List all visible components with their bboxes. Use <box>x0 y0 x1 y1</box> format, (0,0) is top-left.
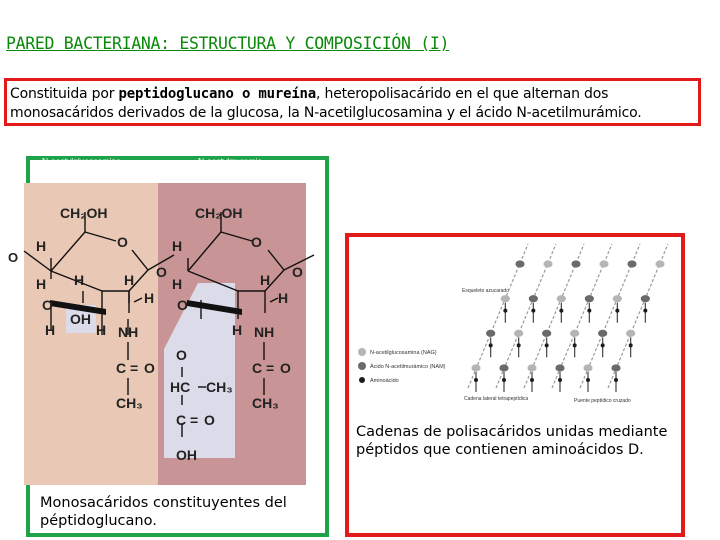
svg-text:O: O <box>117 234 128 250</box>
svg-text:H: H <box>144 290 155 306</box>
glycan-bead <box>571 260 580 267</box>
svg-text:O: O <box>176 347 187 363</box>
svg-text:C: C <box>176 412 187 428</box>
glycan-bead <box>529 295 538 302</box>
glycan-bead <box>555 364 564 371</box>
svg-text:=: = <box>130 360 139 376</box>
nam-label-abbr: acid (NAM) <box>206 166 249 176</box>
molecule-caption: Monosacáridos constituyentes del péptidoglucano. <box>40 495 287 529</box>
svg-text:O: O <box>292 264 303 280</box>
lattice-chains <box>468 244 668 392</box>
svg-text:Puente peptídico cruzado: Puente peptídico cruzado <box>574 398 631 404</box>
glycan-bead <box>515 260 524 267</box>
nam-label-name: N-acetylmuramic <box>198 156 262 166</box>
svg-text:O: O <box>156 264 167 280</box>
svg-text:.: . <box>70 276 74 288</box>
glycan-bead <box>655 260 664 267</box>
svg-text:C: C <box>116 360 127 376</box>
svg-text:NH: NH <box>118 324 139 340</box>
definition-suffix: , heteropolisacárido en el que alternan dos monosacáridos derivados de la glucosa, la N-acetilglucosamina y el ácido N-acetilmurámico. <box>10 86 642 121</box>
svg-text:CH₂OH: CH₂OH <box>195 205 243 221</box>
svg-text:OH: OH <box>70 311 91 327</box>
legend-nag-dot <box>358 348 366 356</box>
nag-label-abbr: (NAG) <box>68 166 93 176</box>
svg-text:OH: OH <box>176 447 197 463</box>
aminoacid-bead <box>489 343 493 347</box>
definition-term: peptidoglucano o mureína <box>118 86 317 102</box>
svg-text:CH₃: CH₃ <box>252 395 279 411</box>
svg-text:H: H <box>74 272 85 288</box>
glycan-bead <box>514 330 523 337</box>
aminoacid-bead <box>502 378 506 382</box>
aminoacid-bead <box>643 309 647 313</box>
aminoacid-bead <box>629 343 633 347</box>
glycan-bead <box>627 260 636 267</box>
aminoacid-bead <box>517 343 521 347</box>
glycan-bead <box>501 295 510 302</box>
svg-text:=: = <box>266 360 275 376</box>
svg-text:C: C <box>252 360 263 376</box>
glycan-bead <box>542 330 551 337</box>
lattice-legend <box>358 348 446 384</box>
svg-text:H: H <box>124 272 135 288</box>
svg-text:N-acetilglucosamina (NAG): N-acetilglucosamina (NAG) <box>370 350 437 356</box>
lattice-caption: Cadenas de polisacáridos unidas mediante péptidos que contienen aminoácidos D. <box>356 424 668 458</box>
svg-text:H: H <box>36 238 47 254</box>
svg-text:Aminoácido: Aminoácido <box>370 378 399 384</box>
aminoacid-bead <box>614 378 618 382</box>
glycan-bead <box>486 330 495 337</box>
aminoacid-bead <box>601 343 605 347</box>
aminoacid-bead <box>573 343 577 347</box>
glycan-bead <box>641 295 650 302</box>
svg-text:NH: NH <box>254 324 275 340</box>
glycan-bead <box>613 295 622 302</box>
aminoacid-bead <box>545 343 549 347</box>
svg-text:HC: HC <box>170 379 191 395</box>
svg-text:H: H <box>260 272 271 288</box>
svg-text:CH₃: CH₃ <box>116 395 143 411</box>
svg-text:H: H <box>96 322 107 338</box>
svg-text:Cadena lateral tetrapeptídica: Cadena lateral tetrapeptídica <box>464 396 529 402</box>
aminoacid-bead <box>503 309 507 313</box>
svg-text:CH₃: CH₃ <box>206 379 233 395</box>
svg-text:Ácido N-acetilmurámico (NAM): Ácido N-acetilmurámico (NAM) <box>370 364 446 370</box>
glycan-bead <box>599 260 608 267</box>
peptidoglycan-lattice-diagram <box>352 240 678 418</box>
nag-label-name: N-acetylglucosamine <box>42 156 121 166</box>
glycan-bead <box>570 330 579 337</box>
glycan-bead <box>598 330 607 337</box>
glycan-bead <box>583 364 592 371</box>
svg-text:H: H <box>172 276 183 292</box>
svg-text:CH₂OH: CH₂OH <box>60 205 108 221</box>
glycan-bead <box>471 364 480 371</box>
svg-text:H: H <box>232 322 243 338</box>
svg-text:O: O <box>204 412 215 428</box>
glycan-bead <box>626 330 635 337</box>
svg-text:O: O <box>144 360 155 376</box>
svg-text:H: H <box>36 276 47 292</box>
svg-text:H: H <box>278 290 289 306</box>
legend-nam-dot <box>358 362 366 370</box>
svg-text:O: O <box>280 360 291 376</box>
glycan-bead <box>499 364 508 371</box>
glycan-bead <box>585 295 594 302</box>
aminoacid-bead <box>587 309 591 313</box>
svg-text:O: O <box>177 297 188 313</box>
page-title: PARED BACTERIANA: ESTRUCTURA Y COMPOSICIÓN (I) <box>6 34 450 53</box>
nag-nam-structure-diagram <box>6 155 318 485</box>
svg-text:H: H <box>172 238 183 254</box>
aminoacid-bead <box>559 309 563 313</box>
aminoacid-bead <box>474 378 478 382</box>
glycan-bead <box>611 364 620 371</box>
svg-text:O: O <box>8 250 19 265</box>
svg-text:=: = <box>190 412 199 428</box>
aminoacid-bead <box>531 309 535 313</box>
definition-prefix: Constituida por <box>10 86 119 102</box>
aminoacid-bead <box>615 309 619 313</box>
svg-text:O: O <box>251 234 262 250</box>
definition-box <box>4 78 701 126</box>
aminoacid-bead <box>530 378 534 382</box>
aminoacid-bead <box>586 378 590 382</box>
legend-aminoacid-dot <box>359 377 365 383</box>
svg-text:O: O <box>42 297 53 313</box>
svg-text:Esqueleto azucarado: Esqueleto azucarado <box>462 288 509 294</box>
svg-text:H: H <box>45 322 56 338</box>
glycan-bead <box>543 260 552 267</box>
aminoacid-bead <box>558 378 562 382</box>
glycan-bead <box>527 364 536 371</box>
glycan-bead <box>557 295 566 302</box>
